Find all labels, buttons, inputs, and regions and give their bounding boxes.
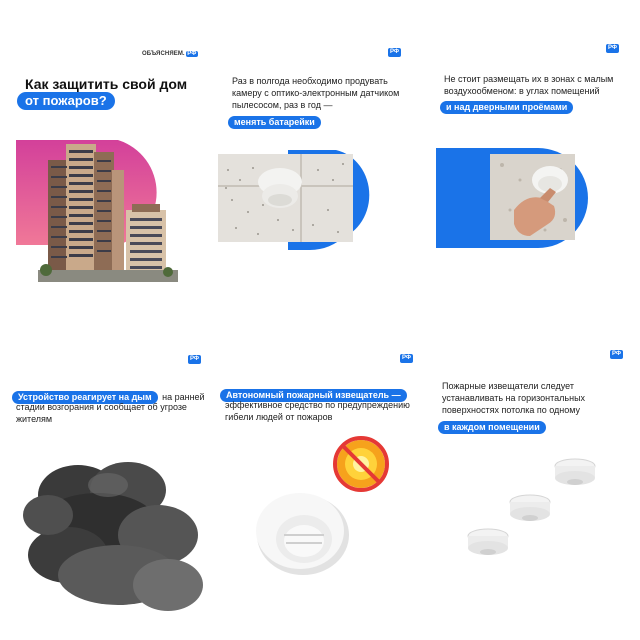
card-placement	[430, 40, 635, 285]
smoke-detector-device-photo	[248, 485, 368, 585]
brand-rf-badge: РФ	[190, 356, 200, 362]
card-text: Не стоит размещать их в зонах с малым воздухообменом: в углах помещений	[444, 74, 614, 96]
highlight-pill: Устройство реагирует на дым	[12, 391, 158, 404]
card-title-highlight: от пожаров?	[17, 92, 115, 110]
card-highlight	[228, 112, 321, 130]
brand-rf-badge: РФ	[608, 45, 618, 51]
card-text: стадии возгорания и сообщает об угрозе жителям	[16, 402, 187, 424]
card-autonomous-detector	[218, 345, 423, 620]
ceiling-smoke-detector-photo	[218, 140, 423, 250]
card-text: Раз в полгода необходимо продувать камеру с оптико-электронным датчиком пылесосом, раз в год —	[232, 76, 400, 110]
hand-installing-detector-photo	[430, 140, 635, 250]
brand-rf-badge: РФ	[402, 355, 412, 361]
highlight-pill: в каждом помещении	[438, 421, 546, 434]
smoke-cloud-illustration	[8, 445, 208, 620]
card-batteries	[218, 40, 423, 285]
brand-logo: ОБЪЯСНЯЕМ. РФ	[142, 51, 197, 57]
card-how-to-protect	[8, 30, 208, 285]
highlight-pill: менять батарейки	[228, 116, 321, 129]
card-highlight	[440, 97, 573, 115]
card-highlight	[438, 417, 546, 435]
brand-rf-badge: РФ	[390, 49, 400, 55]
brand-rf-badge: РФ	[612, 351, 622, 357]
card-text: эффективное средство по предупреждению гибели людей от пожаров	[225, 400, 410, 422]
three-detectors-illustration	[430, 450, 635, 590]
card-smoke	[8, 345, 208, 620]
highlight-pill: и над дверными проёмами	[440, 101, 573, 114]
card-text: Пожарные извещатели следует устанавливать на горизонтальных поверхностях потолка по одному	[442, 381, 586, 415]
card-title: Как защитить свой дом	[25, 76, 188, 92]
card-text-inline: на ранней	[162, 392, 205, 402]
buildings-illustration	[8, 130, 208, 285]
highlight-pill: Автономный пожарный извещатель —	[220, 389, 407, 402]
card-installation	[430, 345, 635, 620]
